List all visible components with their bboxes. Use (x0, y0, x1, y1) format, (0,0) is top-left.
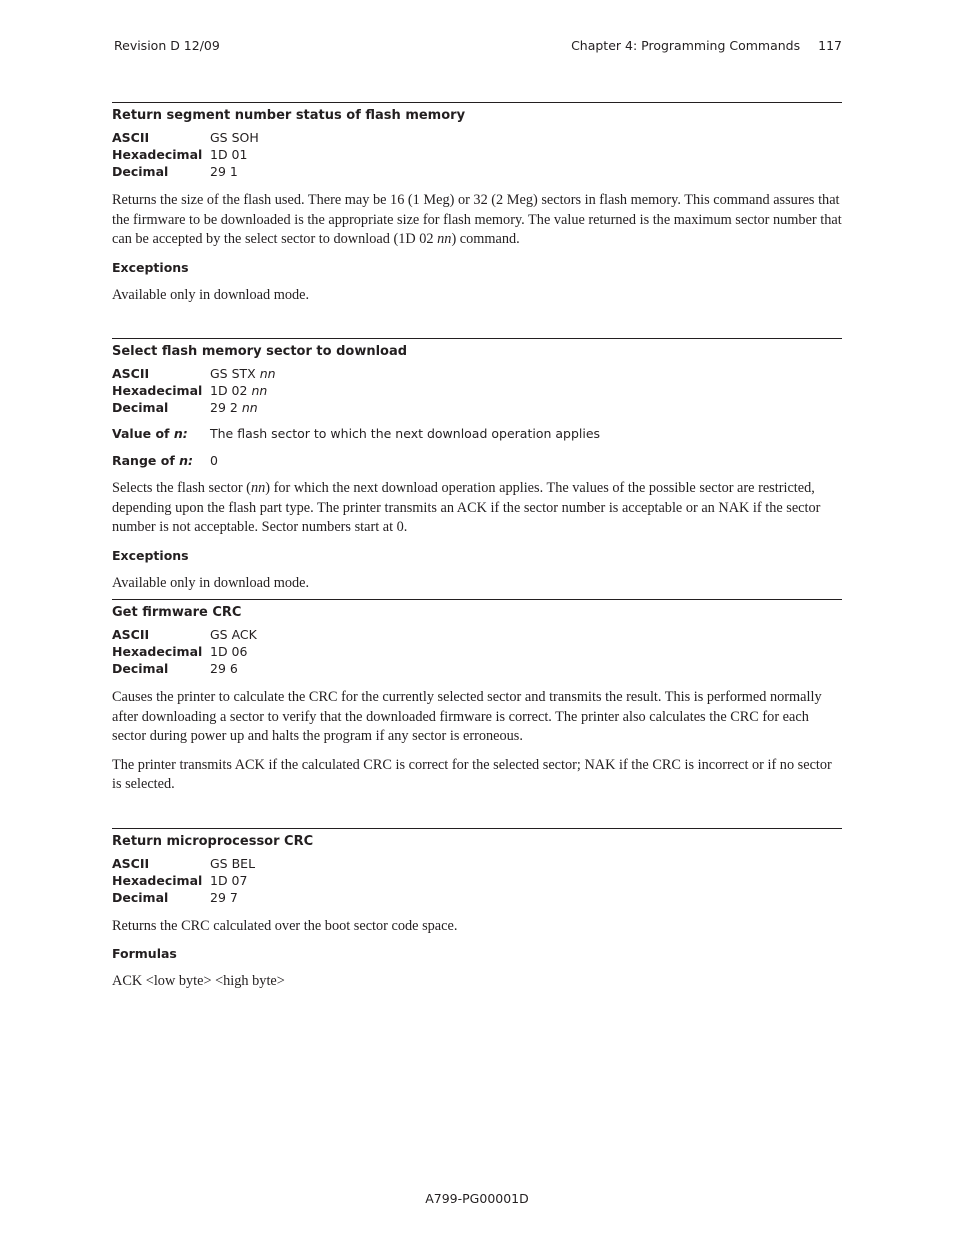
range-of-n-value: 0 (210, 453, 218, 468)
ascii-value: GS ACK (210, 627, 257, 642)
page-footer (0, 1191, 954, 1206)
ascii-code: GS STX (210, 366, 260, 381)
revision-label: Revision D 12/09 (114, 38, 220, 53)
decimal-row (112, 889, 842, 906)
description-paragraph (112, 479, 842, 538)
ascii-value: GS BEL (210, 856, 256, 871)
hex-row (112, 643, 842, 660)
ascii-label: ASCII (112, 366, 150, 381)
range-of-n-label (112, 452, 193, 469)
n-var: n: (179, 453, 194, 468)
ascii-value (210, 365, 276, 382)
hex-row (112, 146, 842, 163)
section-divider (112, 828, 842, 829)
decimal-label: Decimal (112, 661, 169, 676)
param-nn: nn (250, 480, 266, 496)
hex-value: 1D 01 (210, 147, 248, 162)
section-return-segment-number (112, 102, 842, 305)
section-return-microprocessor-crc (112, 828, 842, 991)
hex-row (112, 872, 842, 889)
section-title: Return segment number status of flash memory (112, 108, 466, 123)
decimal-code: 29 2 (210, 400, 242, 415)
ascii-label: ASCII (112, 130, 150, 145)
description-paragraph (112, 191, 842, 250)
range-of-text: Range of (112, 453, 180, 468)
description-paragraph: Causes the printer to calculate the CRC for the currently selected sector and transmits the result. This is performed normally after downloading a sector to verify that the downloaded firmware is correct. The printer also calculates the CRC for each sector during power up and halts the program if any sector is erroneous. (112, 689, 822, 745)
decimal-value: 29 6 (210, 661, 238, 676)
section-get-firmware-crc (112, 599, 842, 795)
ascii-row (112, 129, 842, 146)
param-nn: nn (259, 366, 276, 381)
page-number: 117 (818, 38, 842, 53)
decimal-label: Decimal (112, 164, 169, 179)
hex-label: Hexadecimal (112, 644, 203, 659)
exceptions-heading: Exceptions (112, 259, 189, 275)
section-title: Select flash memory sector to download (112, 344, 408, 359)
n-var: n: (173, 426, 188, 441)
description-text-end: ) for which the next download operation applies. The values of the possible sector are restricted, depending upon the flash part type. The printer transmits an ACK if the sector number is acceptable or an NAK if the sector number is not acceptable. Sector numbers start at 0. (112, 480, 821, 536)
description-text-end: ) command. (451, 231, 520, 248)
hex-label: Hexadecimal (112, 383, 203, 398)
decimal-value: 29 7 (210, 890, 238, 905)
section-title: Get firmware CRC (112, 605, 242, 620)
hex-label: Hexadecimal (112, 873, 203, 888)
hex-label: Hexadecimal (112, 147, 203, 162)
value-of-n-row (112, 425, 842, 442)
exceptions-text: Available only in download mode. (112, 574, 310, 591)
command-codes (112, 129, 842, 180)
decimal-label: Decimal (112, 400, 169, 415)
command-codes (112, 365, 842, 416)
hex-code: 1D 02 (210, 383, 252, 398)
description-text: Selects the flash sector ( (112, 480, 251, 496)
decimal-row (112, 399, 842, 416)
document-id: A799-PG00001D (425, 1191, 529, 1206)
section-divider (112, 599, 842, 600)
value-of-n-label (112, 425, 188, 442)
section-divider (112, 102, 842, 103)
ascii-row (112, 626, 842, 643)
hex-value: 1D 07 (210, 873, 248, 888)
ascii-row (112, 365, 842, 382)
decimal-row (112, 660, 842, 677)
chapter-and-page (571, 38, 842, 53)
page-header (114, 38, 842, 56)
ack-paragraph: The printer transmits ACK if the calculated CRC is correct for the selected sector; NAK if the CRC is incorrect or if no sector is selected. (112, 756, 832, 793)
param-nn: nn (241, 400, 258, 415)
value-of-n-text: The flash sector to which the next download operation applies (210, 426, 601, 441)
exceptions-text: Available only in download mode. (112, 286, 310, 303)
command-codes (112, 855, 842, 906)
chapter-title: Chapter 4: Programming Commands (571, 38, 801, 53)
formulas-heading: Formulas (112, 945, 177, 961)
section-title: Return microprocessor CRC (112, 834, 314, 849)
section-divider (112, 338, 842, 339)
hex-row (112, 382, 842, 399)
section-select-flash-sector (112, 338, 842, 593)
ascii-value: GS SOH (210, 130, 259, 145)
hex-value (210, 382, 267, 399)
param-nn: nn (251, 383, 268, 398)
range-of-n-row (112, 452, 842, 469)
hex-value: 1D 06 (210, 644, 248, 659)
decimal-label: Decimal (112, 890, 169, 905)
param-nn: nn (437, 231, 452, 248)
exceptions-heading: Exceptions (112, 547, 189, 563)
formula-text: ACK <low byte> <high byte> (112, 972, 285, 989)
command-codes (112, 626, 842, 677)
ascii-label: ASCII (112, 856, 150, 871)
ascii-row (112, 855, 842, 872)
description-paragraph: Returns the CRC calculated over the boot sector code space. (112, 918, 458, 934)
decimal-row (112, 163, 842, 180)
ascii-label: ASCII (112, 627, 150, 642)
decimal-value (210, 399, 258, 416)
value-of-text: Value of (112, 426, 174, 441)
decimal-value: 29 1 (210, 164, 238, 179)
description-text: Returns the size of the flash used. There may be 16 (1 Meg) or 32 (2 Meg) sectors in flash memory. This command assures that the firmware to be downloaded is the appropriate size for flash memory. The value returned is the maximum sector number that can be accepted by the select sector to download (1D 02 (112, 192, 842, 248)
